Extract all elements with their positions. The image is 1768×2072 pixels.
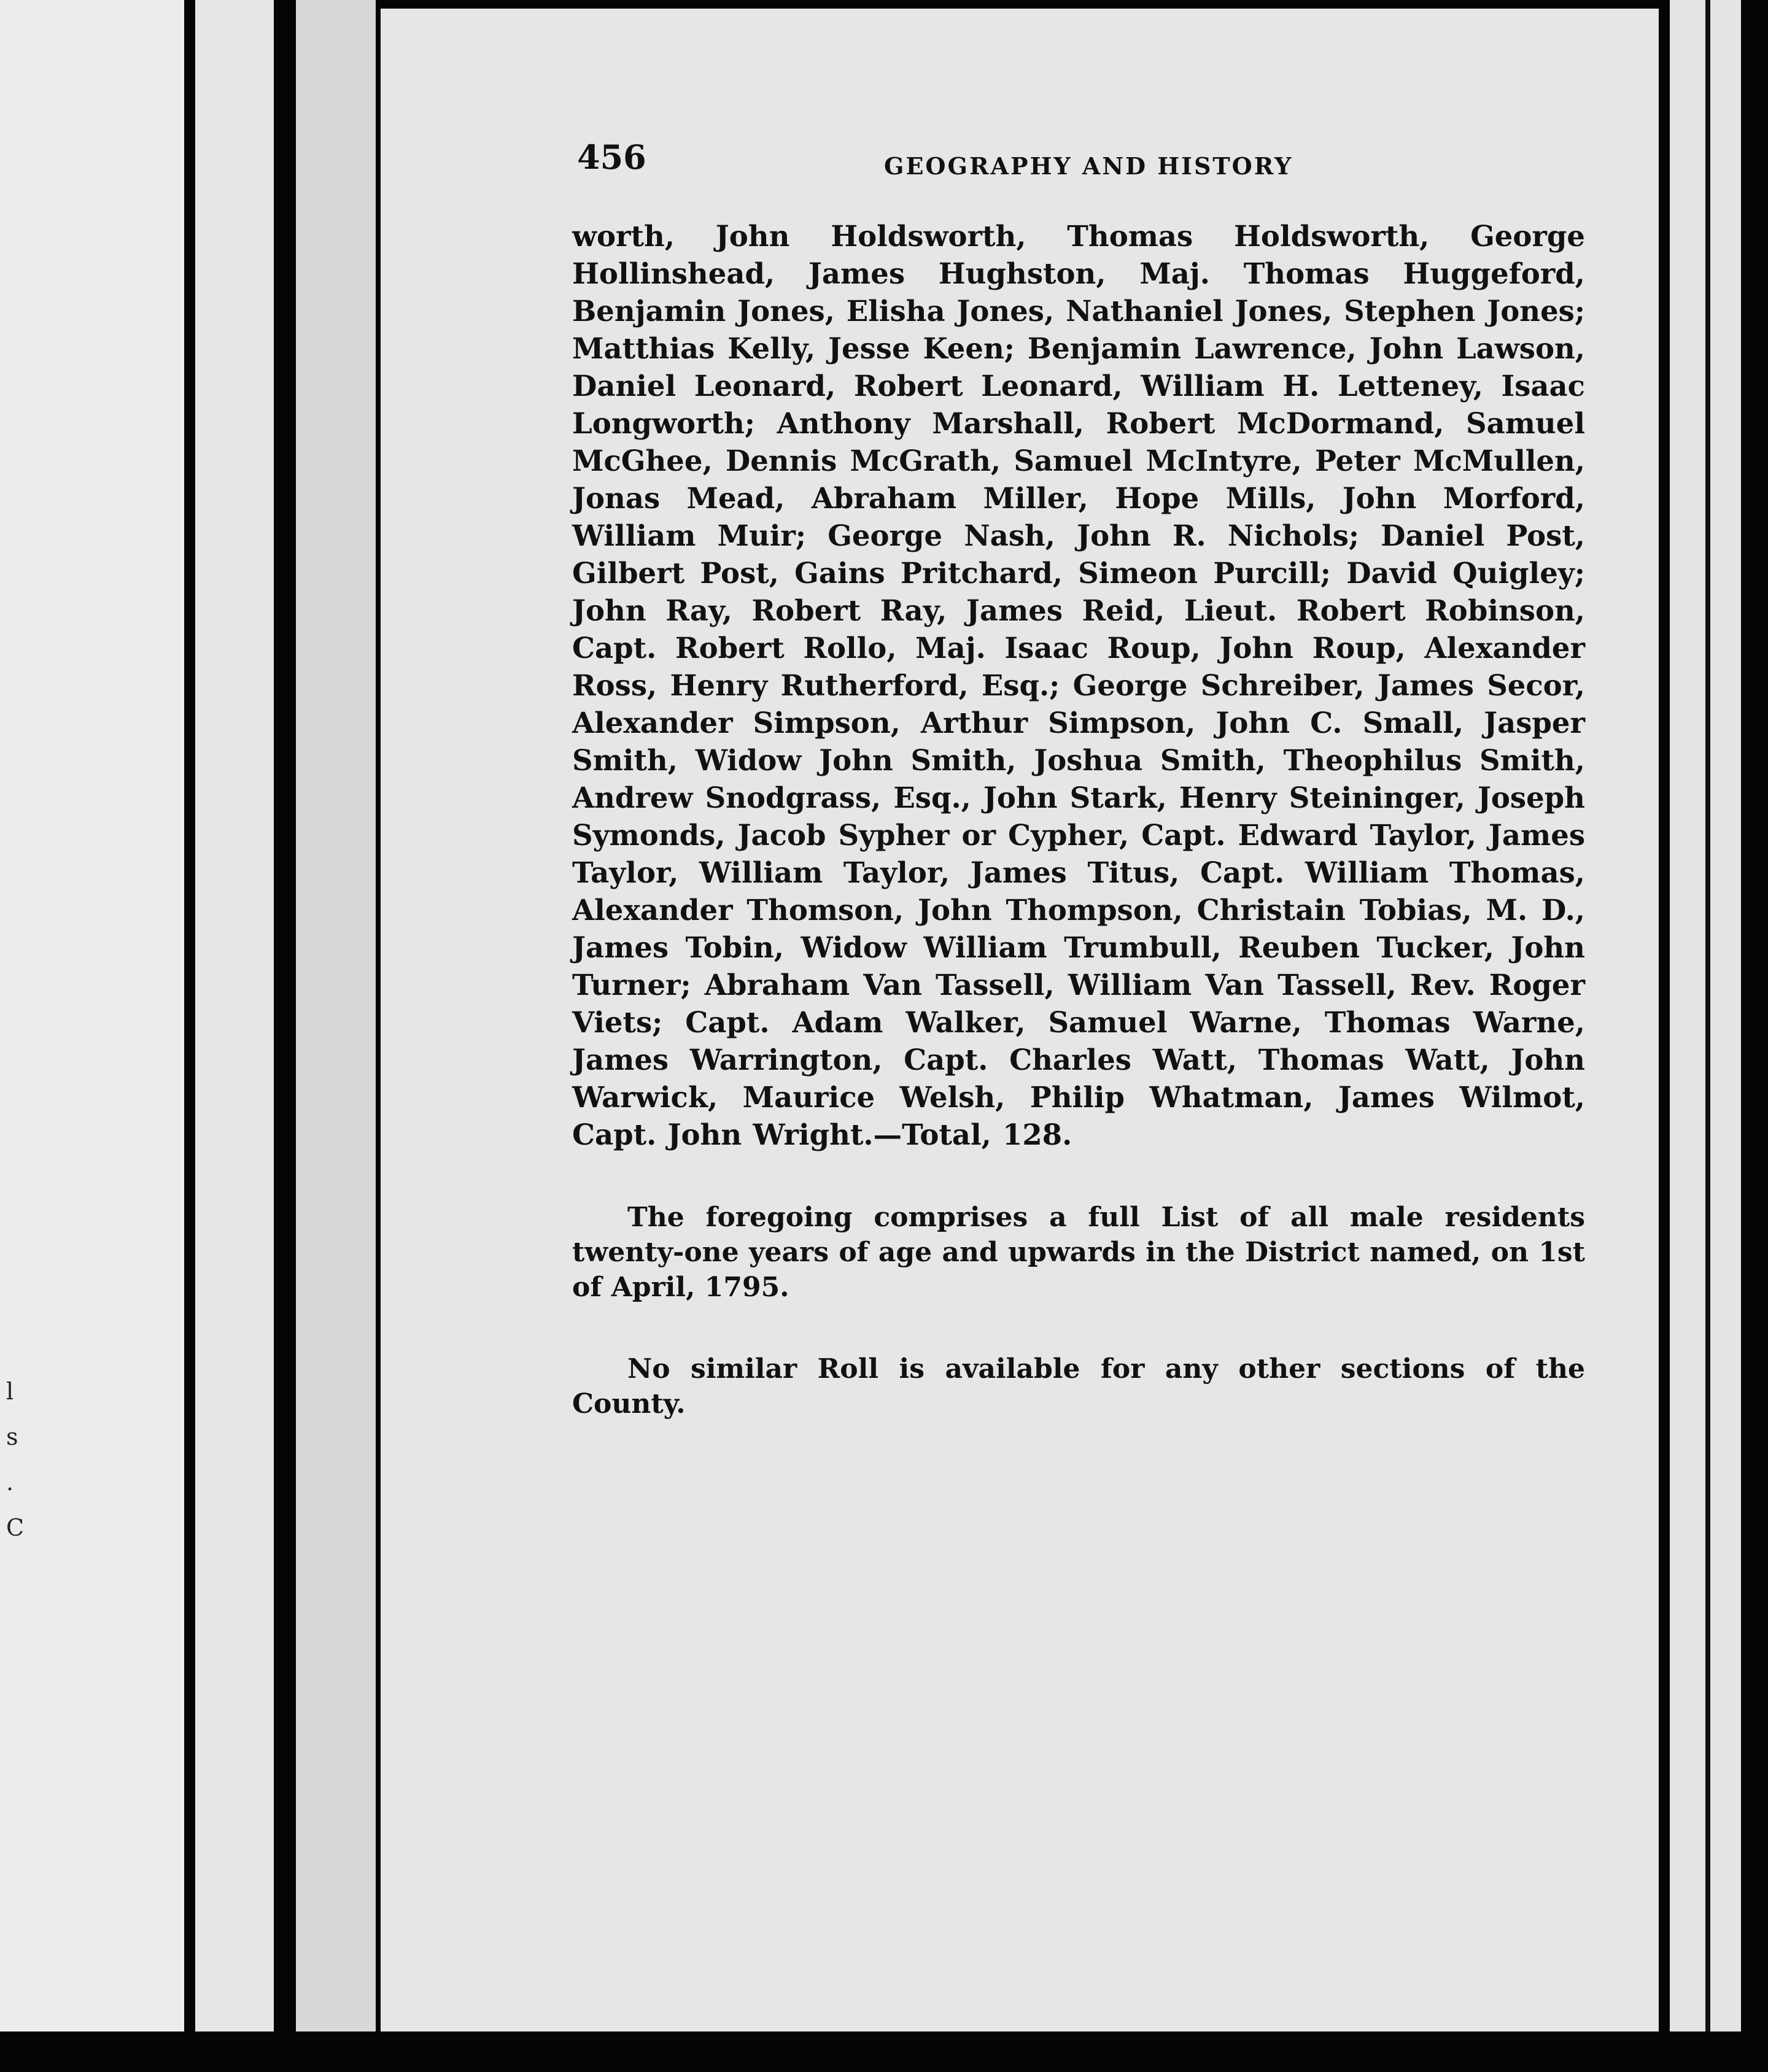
no-similar-roll-paragraph: No similar Roll is available for any other sections of the County.: [572, 1353, 1585, 1420]
foregoing-paragraph: The foregoing comprises a full List of all male residents twenty-one years of age and upwards in the District named, on 1st of April, 1795.: [572, 1202, 1585, 1303]
binding-strip: [195, 0, 274, 2031]
body-text: [572, 217, 1585, 1421]
margin-fragment-marks: l s . C: [6, 1378, 25, 1541]
next-leaf-edge: [1670, 0, 1741, 2031]
running-head: [577, 137, 1375, 187]
page-number: 456: [577, 137, 646, 177]
running-title: GEOGRAPHY AND HISTORY: [884, 152, 1293, 180]
facing-page-edge: [0, 0, 184, 2031]
book-page: [381, 9, 1659, 2031]
gutter-strip: [296, 0, 376, 2031]
residents-list: worth, John Holdsworth, Thomas Holdsworth, George Hollinshead, James Hughston, Maj. Thomas Huggeford, Benjamin Jones, Elisha Jones, Nathaniel Jones, Stephen Jones; Matthias Kelly, Jesse Keen; Benjamin Lawrence, John Lawson, Daniel Leonard, Robert Leonard, William H. Letteney, Isaac Longworth; Anthony Marshall, Robert McDormand, Samuel McGhee, Dennis McGrath, Samuel McIntyre, Peter McMullen, Jonas Mead, Abraham Miller, Hope Mills, John Morford, William Muir; George Nash, John R. Nichols; Daniel Post, Gilbert Post, Gains Pritchard, Simeon Purcill; David Quigley; John Ray, Robert Ray, James Reid, Lieut. Robert Robinson, Capt. Robert Rollo, Maj. Isaac Roup, John Roup, Alexander Ross, Henry Rutherford, Esq.; George Schreiber, James Secor, Alexander Simpson, Arthur Simpson, John C. Small, Jasper Smith, Widow John Smith, Joshua Smith, Theophilus Smith, Andrew Snodgrass, Esq., John Stark, Henry Steininger, Joseph Symonds, Jacob Sypher or Cypher, Capt. Edward Taylor, James Taylor, William Taylor, James Titus, Capt. William Thomas, Alexander Thomson, John Thompson, Christain Tobias, M. D., James Tobin, Widow William Trumbull, Reuben Tucker, John Turner; Abraham Van Tassell, William Van Tassell, Rev. Roger Viets; Capt. Adam Walker, Samuel Warne, Thomas Warne, James Warrington, Capt. Charles Watt, Thomas Watt, John Warwick, Maurice Welsh, Philip Whatman, James Wilmot, Capt. John Wright.—Total, 128.: [572, 219, 1585, 1151]
